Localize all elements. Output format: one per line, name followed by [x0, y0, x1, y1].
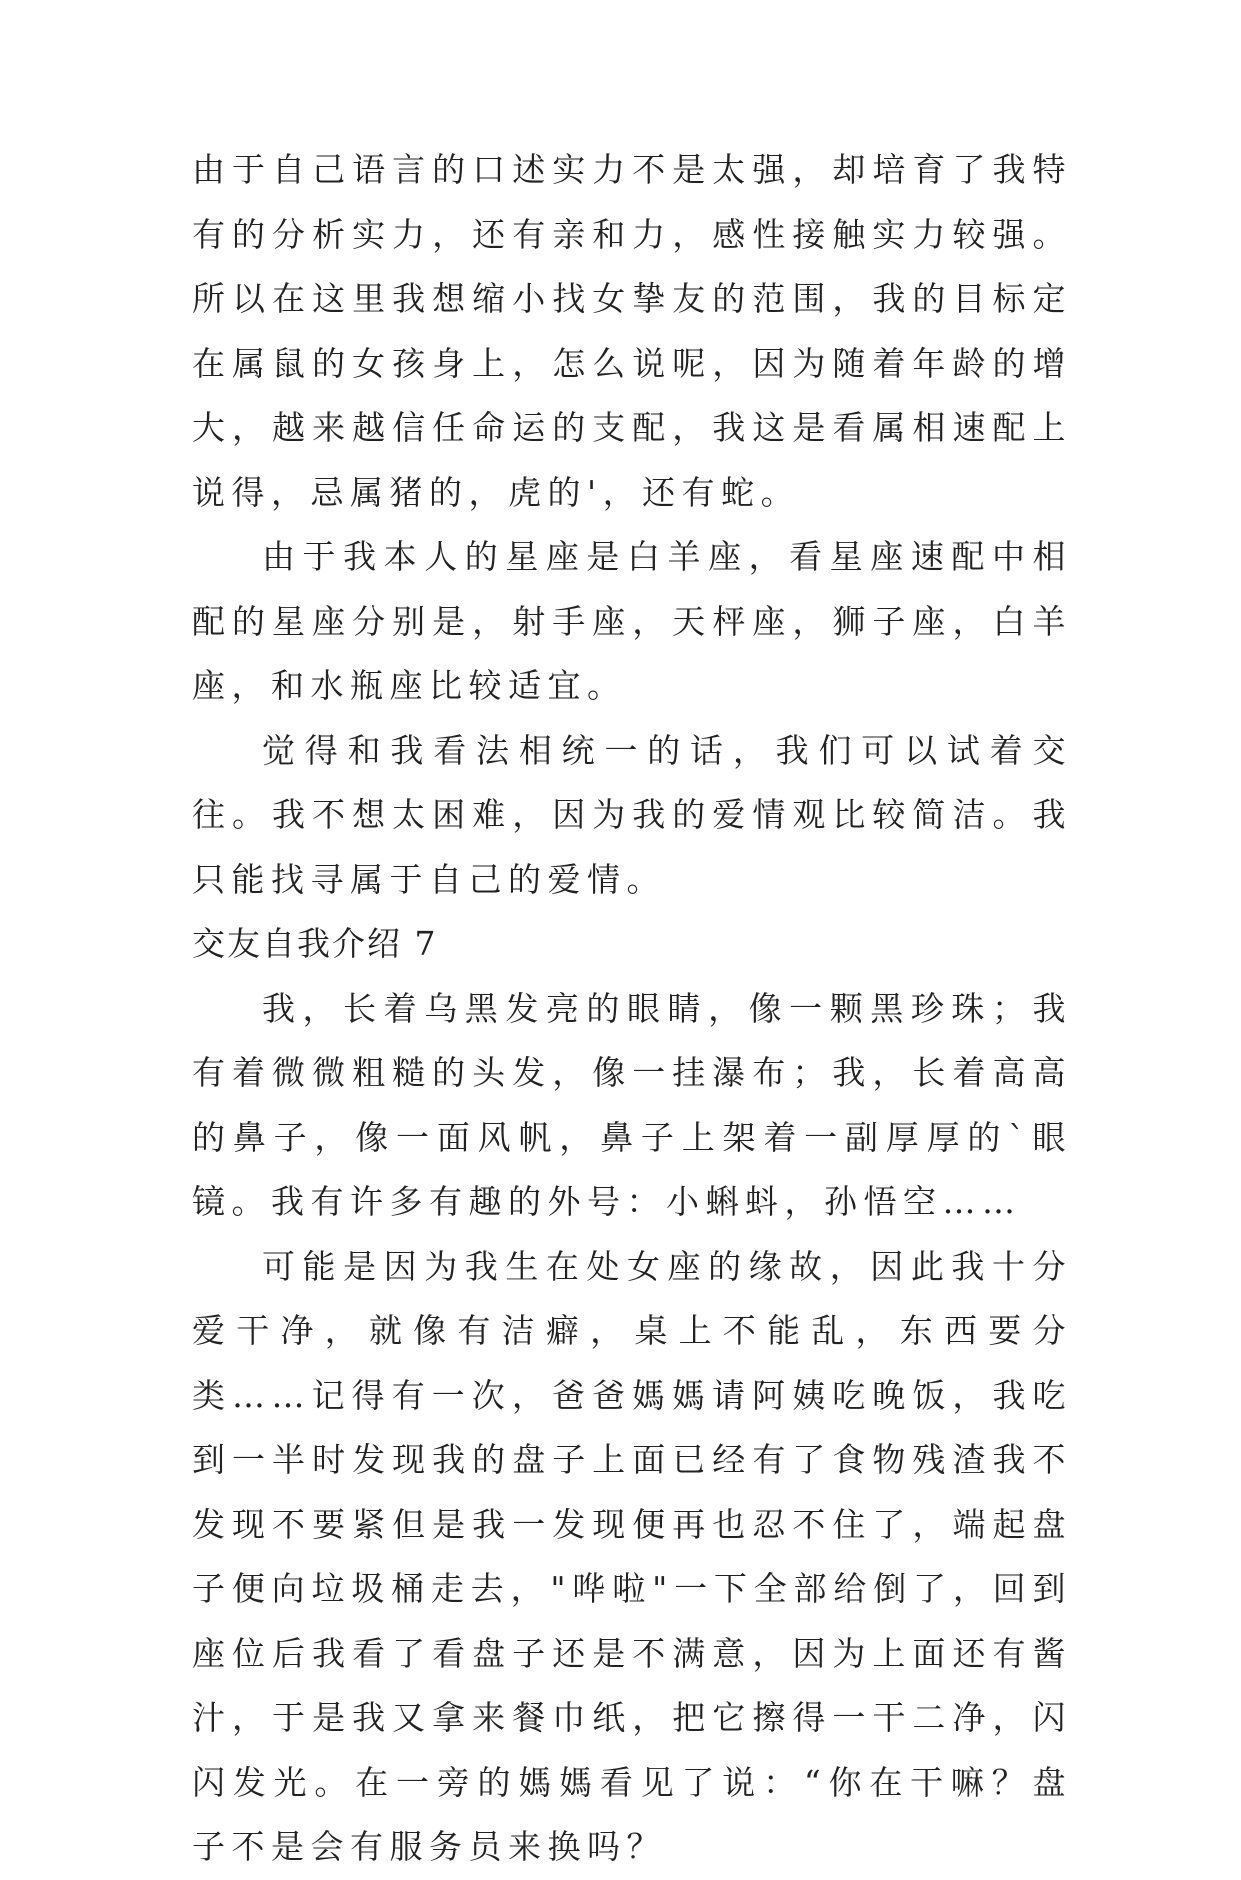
paragraph-4: 我，长着乌黑发亮的眼睛，像一颗黑珍珠；我有着微微粗糙的头发，像一挂瀑布；我，长着高高的鼻子，像一面风帆，鼻子上架着一副厚厚的`眼镜。我有许多有趣的外号：小蝌蚪，孙悟空……: [192, 988, 1072, 1221]
paragraph-5: 可能是因为我生在处女座的缘故，因此我十分爱干净，就像有洁癖，桌上不能乱，东西要分类……记得有一次，爸爸媽媽请阿姨吃晚饭，我吃到一半时发现我的盘子上面已经有了食物残渣我不发现不要紧但是我一发现便再也忍不住了，端起盘子便向垃圾桶走去，"哗啦"一下全部给倒了，回到座位后我看了看盘子还是不满意，因为上面还有酱汁，于是我又拿来餐巾纸，把它擦得一干二净，闪闪发光。在一旁的媽媽看见了说：“你在干嘛？盘子不是会有服务员来换吗？: [192, 1246, 1072, 1866]
section-heading: 交友自我介绍 7: [192, 924, 438, 963]
document-body: [192, 138, 1072, 1880]
paragraph-2: 由于我本人的星座是白羊座，看星座速配中相配的星座分别是，射手座，天枰座，狮子座，白羊座，和水瓶座比较适宜。: [192, 537, 1072, 705]
paragraph-3: 觉得和我看法相统一的话，我们可以试着交往。我不想太困难，因为我的爱情观比较简洁。我只能找寻属于自己的爱情。: [192, 730, 1072, 899]
paragraph-1: 由于自己语言的口述实力不是太强，却培育了我特有的分析实力，还有亲和力，感性接触实力较强。所以在这里我想缩小找女挚友的范围，我的目标定在属鼠的女孩身上，怎么说呢，因为随着年龄的增大，越来越信任命运的支配，我这是看属相速配上说得，忌属猪的，虎的'，还有蛇。: [192, 150, 1072, 512]
